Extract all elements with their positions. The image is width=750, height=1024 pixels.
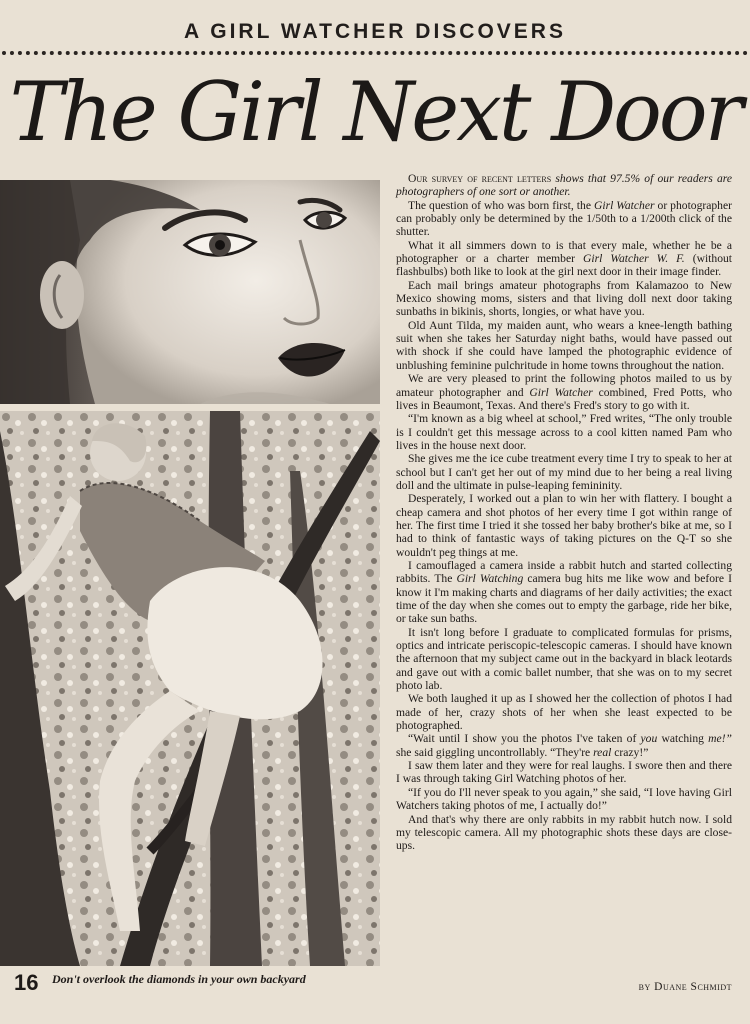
text-run: We both laughed it up as I showed her the collection of photos I had made of her, crazy shots of her when she least expected to be photographed. [396, 692, 732, 733]
article-paragraph [396, 279, 732, 319]
kicker: A GIRL WATCHER DISCOVERS [184, 20, 566, 43]
text-run: She gives me the ice cube treatment every time I try to speak to her at school but I can't get her out of my mind due to her being a real living doll and the ultimate in pulse-leaping femininity. [396, 452, 732, 492]
article-paragraph [396, 732, 732, 759]
text-run: What it all simmers down to is that every male, whether he be a photographer or a charter member [396, 238, 732, 266]
article-body [396, 172, 732, 853]
article-paragraph [396, 492, 732, 559]
headline: The Girl Next Door [9, 66, 741, 160]
article-paragraph [396, 319, 732, 372]
article-paragraph [396, 412, 732, 452]
text-run: Old Aunt Tilda, my maiden aunt, who wears a knee-length bathing suit when she takes her Saturday night baths, would have passed out with shock if she could have lamped the photographic evidence of unblushing feminine pulchritude in home towns throughout the nation. [396, 318, 732, 372]
text-run: I camouflaged a camera inside a rabbit hutch and started collecting rabbits. The [396, 558, 732, 586]
text-run: crazy!” [611, 745, 649, 759]
article-paragraph [396, 199, 732, 239]
text-run: she said giggling uncontrollably. “They're [396, 745, 594, 759]
text-run: “If you do I'll never speak to you again,” she said, “I love having Girl Watchers taking photos of me, I actually do!” [396, 785, 732, 813]
text-run: “I'm known as a big wheel at school,” Fred writes, “The only trouble is I couldn't get this message across to a cool kitten named Pam who lives in the house next door. [396, 412, 732, 452]
lead-in: Our survey of recent letters [408, 172, 552, 185]
close-up-face-photo [0, 180, 380, 404]
article-paragraph [396, 239, 732, 279]
article-paragraph [396, 372, 732, 412]
photo-caption: Don't overlook the diamonds in your own backyard [52, 972, 306, 986]
article-paragraph [396, 786, 732, 813]
article-paragraph [396, 813, 732, 853]
text-run: Desperately, I worked out a plan to win her with flattery. I bought a cheap camera and shot photos of her every time I got within range of her. The first time I tried it she tossed her baby brother's bike at me, so I had to think of fantastic ways of taking pictures on the Q-T so she wouldn't peg things at me. [396, 492, 732, 559]
text-run: combined, Fred Potts, who lives in Beaumont, Texas. And there's Fred's story to go with it. [396, 385, 732, 412]
article-paragraph [396, 172, 732, 199]
text-run: Each mail brings amateur photographs from Kalamazoo to New Mexico showing moms, sisters and that living doll next door taking sunbaths in bikinis, shorts, longies, or what have you. [396, 278, 732, 319]
text-run: camera bug hits me like wow and before I know it I'm making charts and diagrams of her daily activities; the exact time of the day when she comes out to empty the garbage, ride her bike, or take sun baths. [396, 572, 732, 626]
dotted-rule [2, 51, 748, 55]
text-run: “Wait until I show you the photos I've taken of [408, 732, 641, 746]
italic-text: Girl Watcher [593, 198, 655, 212]
text-run: We are very pleased to print the following photos mailed to us by amateur photographer and [396, 372, 732, 399]
text-run: The question of who was born first, the [408, 198, 594, 212]
italic-text: shows that 97.5% of our readers are photographers of one sort or another. [396, 172, 733, 199]
text-run: It isn't long before I graduate to complicated formulas for prisms, optics and intricate periscopic-telescopic cameras. I should have known the afternoon that my subject came out in the backyard in black leotards and gave out with a comic ballet number, that she was on to my secret photo lab. [396, 625, 732, 693]
text-run: watching [657, 732, 709, 746]
italic-text: Girl Watching [456, 572, 524, 586]
italic-text: real [593, 745, 612, 759]
article-paragraph [396, 559, 732, 626]
text-run: I saw them later and they were for real laughs. I swore then and there I was through taking Girl Watching photos of her. [396, 759, 732, 786]
page-number: 16 [14, 970, 39, 995]
article-paragraph [396, 692, 732, 732]
article-paragraph [396, 759, 732, 786]
italic-text: you [640, 732, 658, 746]
text-run: (without flashbulbs) both like to look at the girl next door in their image finder. [396, 252, 733, 279]
italic-text: Girl Watcher [529, 385, 593, 399]
article-paragraph [396, 452, 732, 492]
byline: by Duane Schmidt [638, 981, 732, 993]
text-run: And that's why there are only rabbits in my rabbit hutch now. I sold my telescopic camera. All my photographic shots these days are close-ups. [396, 812, 732, 853]
girl-climbing-tree-photo [0, 411, 380, 966]
article-paragraph [396, 626, 732, 693]
text-run: or photographer can probably only be determined by the 1/50th to a 1/200th click of the shutter. [396, 198, 732, 239]
italic-text: me!” [708, 732, 732, 746]
italic-text: Girl Watcher W. F. [583, 252, 685, 266]
